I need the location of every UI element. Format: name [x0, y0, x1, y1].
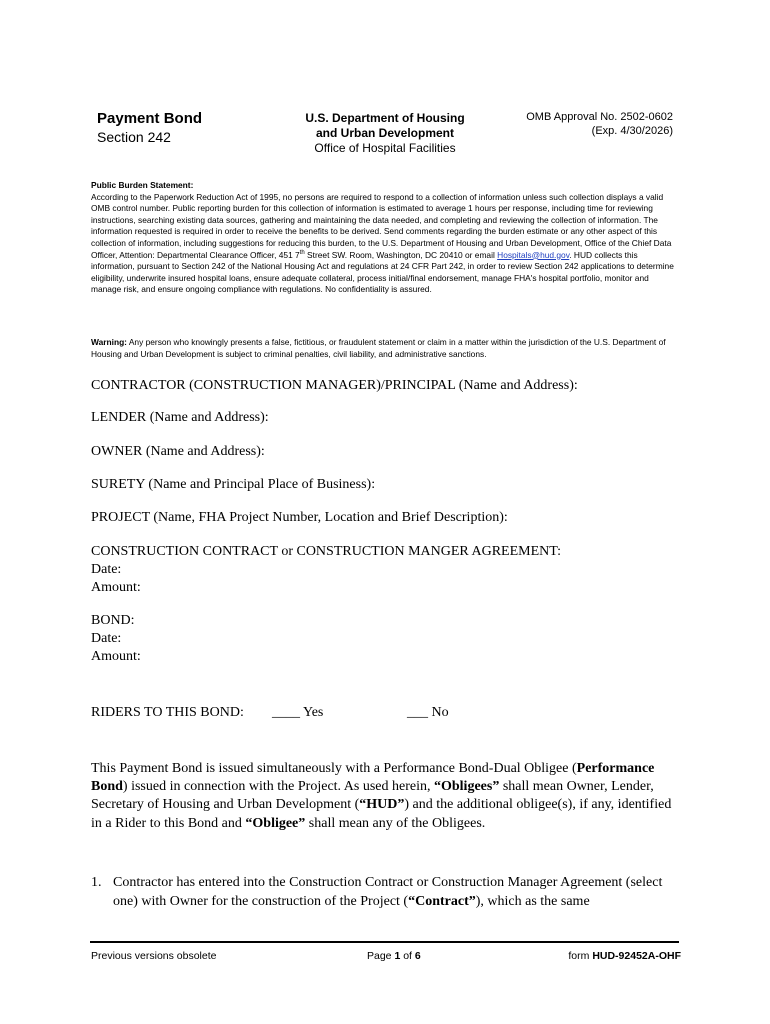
- project-field-label: PROJECT (Name, FHA Project Number, Location and Brief Description):: [91, 510, 508, 525]
- page-total: 6: [414, 950, 421, 962]
- intro-text-1: This Payment Bond is issued simultaneously with a Performance Bond-Dual Obligee (: [91, 761, 577, 776]
- item-text-2: ), which as the same: [475, 893, 590, 909]
- numbered-item-1: [91, 874, 683, 911]
- burden-body: [91, 192, 679, 296]
- item-text: [113, 874, 683, 911]
- riders-label: RIDERS TO THIS BOND:: [91, 705, 244, 720]
- form-prefix: form: [568, 950, 593, 962]
- agency-line-2: and Urban Development: [315, 126, 455, 140]
- bond-label: BOND:: [91, 613, 135, 628]
- public-burden-statement: [91, 180, 679, 296]
- contractor-field-label: CONTRACTOR (CONSTRUCTION MANAGER)/PRINCIPAL (Name and Address):: [91, 378, 578, 393]
- item-text-1: Contractor has entered into the Construction Contract or Construction Manager Agreement (select one) with Owner for the construction of the Project (: [113, 875, 663, 909]
- burden-heading: Public Burden Statement:: [91, 180, 194, 190]
- form-section: Section 242: [97, 129, 171, 145]
- surety-field-label: SURETY (Name and Principal Place of Business):: [91, 477, 376, 492]
- omb-expiration: (Exp. 4/30/2026): [591, 125, 673, 137]
- email-link[interactable]: Hospitals@hud.gov: [497, 249, 570, 260]
- term-obligee: “Obligee”: [245, 815, 306, 831]
- omb-block: [526, 110, 673, 138]
- page-current: 1: [394, 950, 401, 962]
- contract-date-label: Date:: [91, 562, 122, 577]
- item-number: 1.: [91, 875, 102, 890]
- burden-text-1: According to the Paperwork Reduction Act of 1995, no persons are required to respond to a collection of information unless such collection displays a valid OMB control number. Public reporting burden for this collection of information is estimated to average 1 hours per response, including time for reviewing instructions, searching existing data sources, gathering and maintaining the data needed, and completing and reviewing the collection of information. The information requested is required in order to receive the benefits to be derived. Send comments regarding the burden estimate or any other aspect of this collection of information, including suggestions for reducing this burden, to the U.S. Department of Housing and Urban Development, Office of the Chief Data Officer, Attention: Departmental Clearance Officer, 451 7: [91, 191, 672, 260]
- footer-page-number: [367, 949, 421, 963]
- intro-text-3: shall mean Owner, Lender, Secretary of Housing and Urban Development (: [91, 779, 654, 813]
- term-hud: “HUD”: [359, 797, 405, 813]
- footer-form-number: [568, 949, 681, 963]
- riders-no-option[interactable]: ___ No: [407, 705, 449, 720]
- bond-date-label: Date:: [91, 631, 122, 646]
- construction-contract-label: CONSTRUCTION CONTRACT or CONSTRUCTION MANGER AGREEMENT:: [91, 544, 562, 559]
- intro-text-5: shall mean any of the Obligees.: [305, 815, 486, 831]
- burden-text-3: . HUD collects this information, pursuant to Section 242 of the National Housing Act and regulations at 24 CFR Part 242, in order to review Section 242 applications to determine eligibility, underwrite insured hospital loans, ensure adequate collateral, process initial/final endorsement, manage FHA's hospital portfolio, monitor and manage risk, and ensure ongoing compliance with regulations. No confidentiality is assured.: [91, 249, 674, 295]
- page-of: of: [400, 950, 415, 962]
- page-prefix: Page: [367, 950, 395, 962]
- contract-amount-label: Amount:: [91, 580, 141, 595]
- footer-previous-versions: Previous versions obsolete: [91, 950, 217, 962]
- agency-block: [270, 111, 500, 156]
- agency-line-1: U.S. Department of Housing: [305, 111, 465, 125]
- intro-paragraph: [91, 760, 681, 833]
- riders-row: [91, 704, 449, 722]
- form-title-block: [97, 110, 202, 146]
- intro-text-4: ) and the additional obligee(s), if any, identified in a Rider to this Bond and: [91, 797, 672, 831]
- form-number: HUD-92452A-OHF: [592, 950, 681, 962]
- intro-text-2: ) issued in connection with the Project. As used herein,: [122, 779, 434, 795]
- warning-label: Warning:: [91, 337, 127, 347]
- office-name: Office of Hospital Facilities: [314, 141, 456, 155]
- warning-statement: [91, 336, 679, 360]
- owner-field-label: OWNER (Name and Address):: [91, 444, 265, 459]
- omb-approval-number: OMB Approval No. 2502-0602: [526, 111, 673, 123]
- burden-text-2: Street SW. Room, Washington, DC 20410 or email: [304, 249, 498, 260]
- footer-divider: [90, 941, 679, 943]
- riders-yes-option[interactable]: ____ Yes: [272, 705, 324, 720]
- term-contract: “Contract”: [408, 893, 476, 909]
- warning-text: Any person who knowingly presents a false, fictitious, or fraudulent statement or claim in a matter within the jurisdiction of the U.S. Department of Housing and Urban Development is subject to criminal penalties, civil liability, and administrative sanctions.: [91, 337, 666, 359]
- form-title: Payment Bond: [97, 110, 203, 127]
- lender-field-label: LENDER (Name and Address):: [91, 410, 269, 425]
- term-performance-bond: Performance Bond: [91, 761, 655, 795]
- burden-sup: th: [299, 249, 305, 256]
- bond-amount-label: Amount:: [91, 649, 141, 664]
- term-obligees: “Obligees”: [433, 779, 500, 795]
